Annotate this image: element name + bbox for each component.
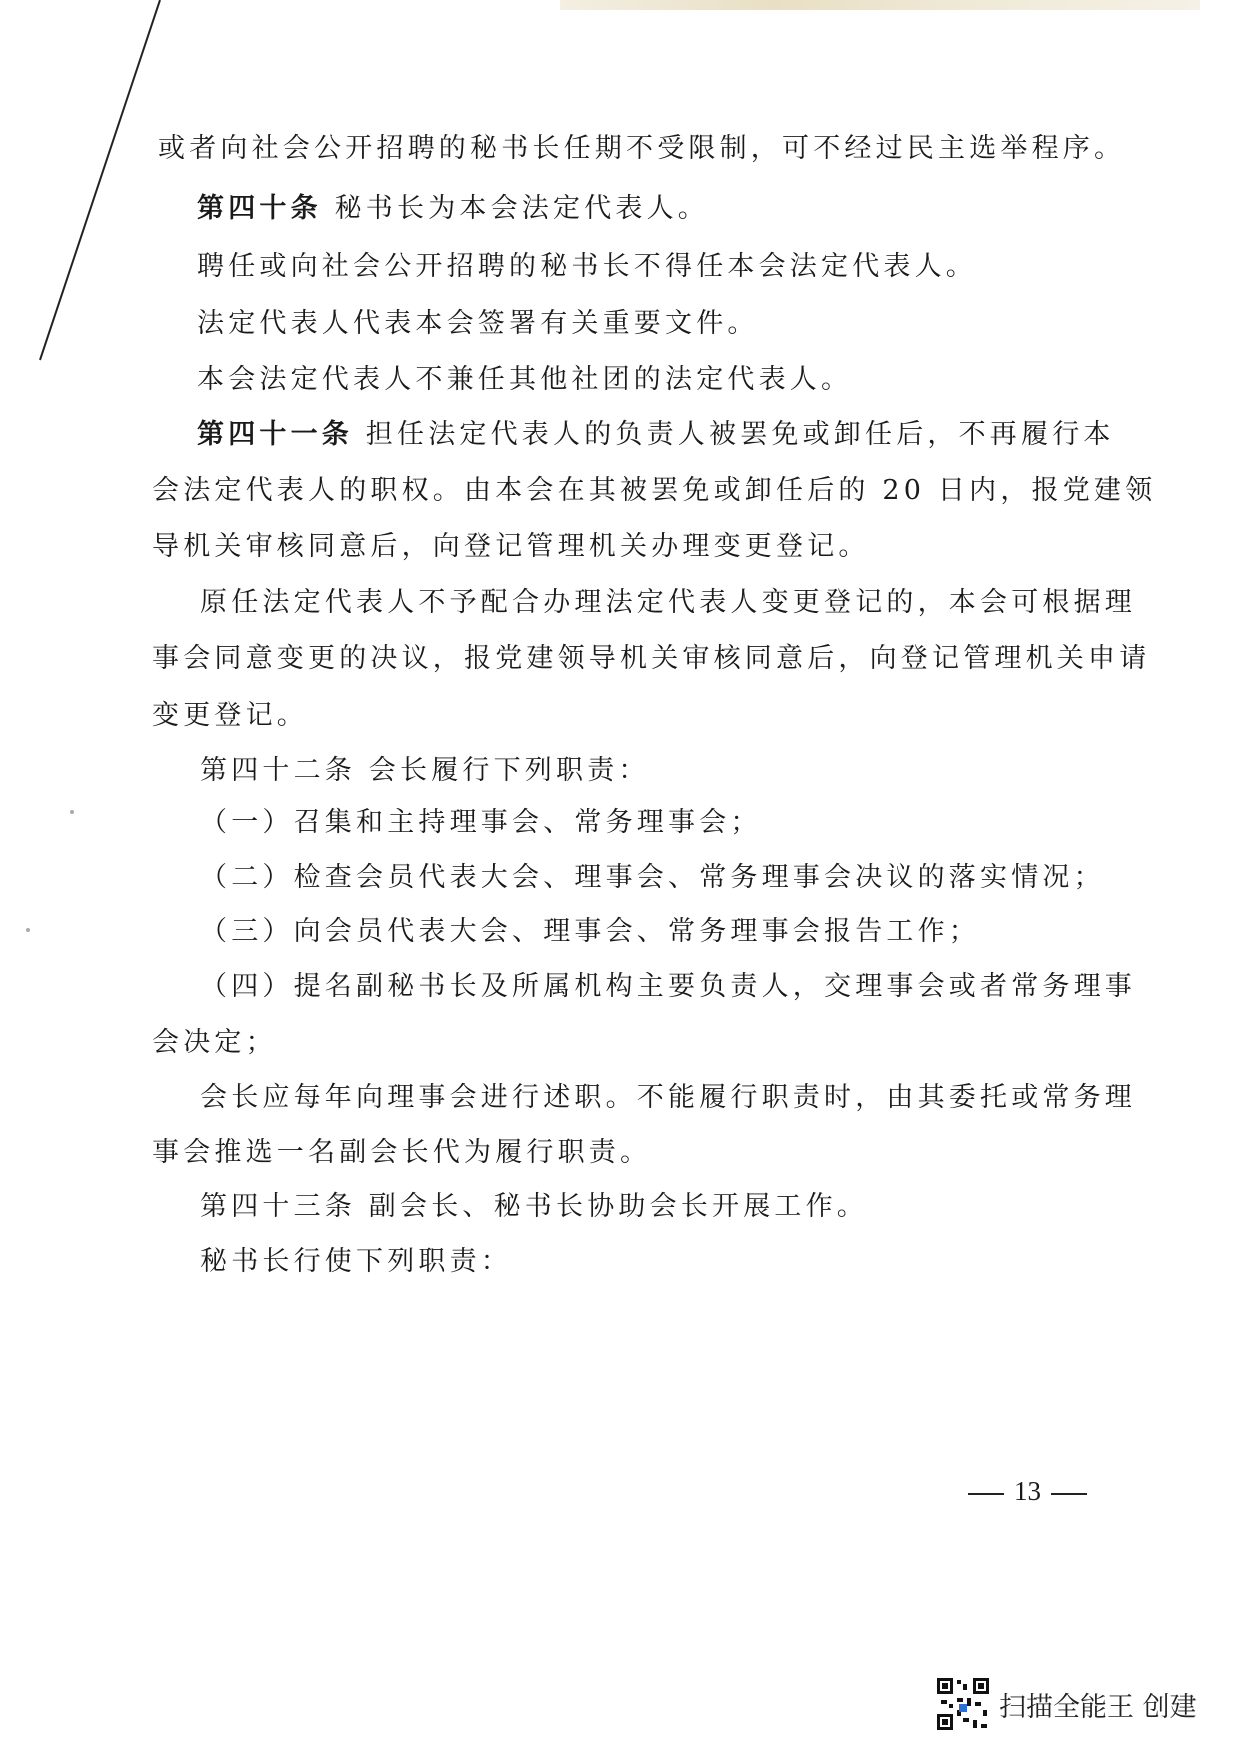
text-line: 秘书长行使下列职责： <box>200 1246 512 1277</box>
text-line: 变更登记。 <box>152 700 308 731</box>
article-41 <box>197 418 1115 452</box>
text-line: 导机关审核同意后，向登记管理机关办理变更登记。 <box>152 531 870 562</box>
scan-edge-artifact <box>560 0 1200 10</box>
article-text: 会长履行下列职责： <box>368 755 650 786</box>
text-line: 聘任或向社会公开招聘的秘书长不得任本会法定代表人。 <box>197 251 977 282</box>
dash <box>1051 1493 1087 1495</box>
scan-edge-line <box>0 0 240 470</box>
article-heading: 第四十二条 <box>200 755 356 786</box>
article-heading: 第四十三条 <box>200 1191 356 1222</box>
article-heading: 第四十条 <box>197 193 322 224</box>
qr-code-icon <box>935 1676 991 1732</box>
page-number <box>958 1476 1097 1507</box>
text-line: 原任法定代表人不予配合办理法定代表人变更登记的，本会可根据理 <box>200 587 1136 618</box>
text-line: 事会推选一名副会长代为履行职责。 <box>152 1137 652 1168</box>
list-item: （三）向会员代表大会、理事会、常务理事会报告工作； <box>200 916 980 947</box>
article-text: 副会长、秘书长协助会长开展工作。 <box>368 1191 868 1222</box>
page-number-value: 13 <box>1014 1476 1041 1506</box>
article-text: 秘书长为本会法定代表人。 <box>334 193 710 224</box>
scan-speck <box>70 810 74 814</box>
list-item: （一）召集和主持理事会、常务理事会； <box>200 807 762 838</box>
list-item: （二）检查会员代表大会、理事会、常务理事会决议的落实情况； <box>200 862 1105 893</box>
text-line: 会法定代表人的职权。由本会在其被罢免或卸任后的 20 日内，报党建领 <box>152 475 1157 506</box>
text-line: 或者向社会公开招聘的秘书长任期不受限制，可不经过民主选举程序。 <box>158 133 1126 164</box>
article-43 <box>200 1190 868 1224</box>
text-line: 会长应每年向理事会进行述职。不能履行职责时，由其委托或常务理 <box>200 1082 1136 1113</box>
article-heading: 第四十一条 <box>197 419 353 450</box>
text-line: 事会同意变更的决议，报党建领导机关审核同意后，向登记管理机关申请 <box>152 643 1151 674</box>
text-line: 法定代表人代表本会签署有关重要文件。 <box>197 308 759 339</box>
text-line: 会决定； <box>152 1027 277 1058</box>
list-item: （四）提名副秘书长及所属机构主要负责人，交理事会或者常务理事 <box>200 971 1136 1002</box>
scan-speck <box>26 928 30 932</box>
dash <box>968 1493 1004 1495</box>
article-42 <box>200 754 650 788</box>
watermark-text: 扫描全能王 创建 <box>999 1691 1197 1723</box>
scanner-watermark <box>935 1676 1197 1732</box>
text-line: 本会法定代表人不兼任其他社团的法定代表人。 <box>197 364 853 395</box>
article-40 <box>197 192 709 226</box>
article-text: 担任法定代表人的负责人被罢免或卸任后，不再履行本 <box>365 419 1115 450</box>
